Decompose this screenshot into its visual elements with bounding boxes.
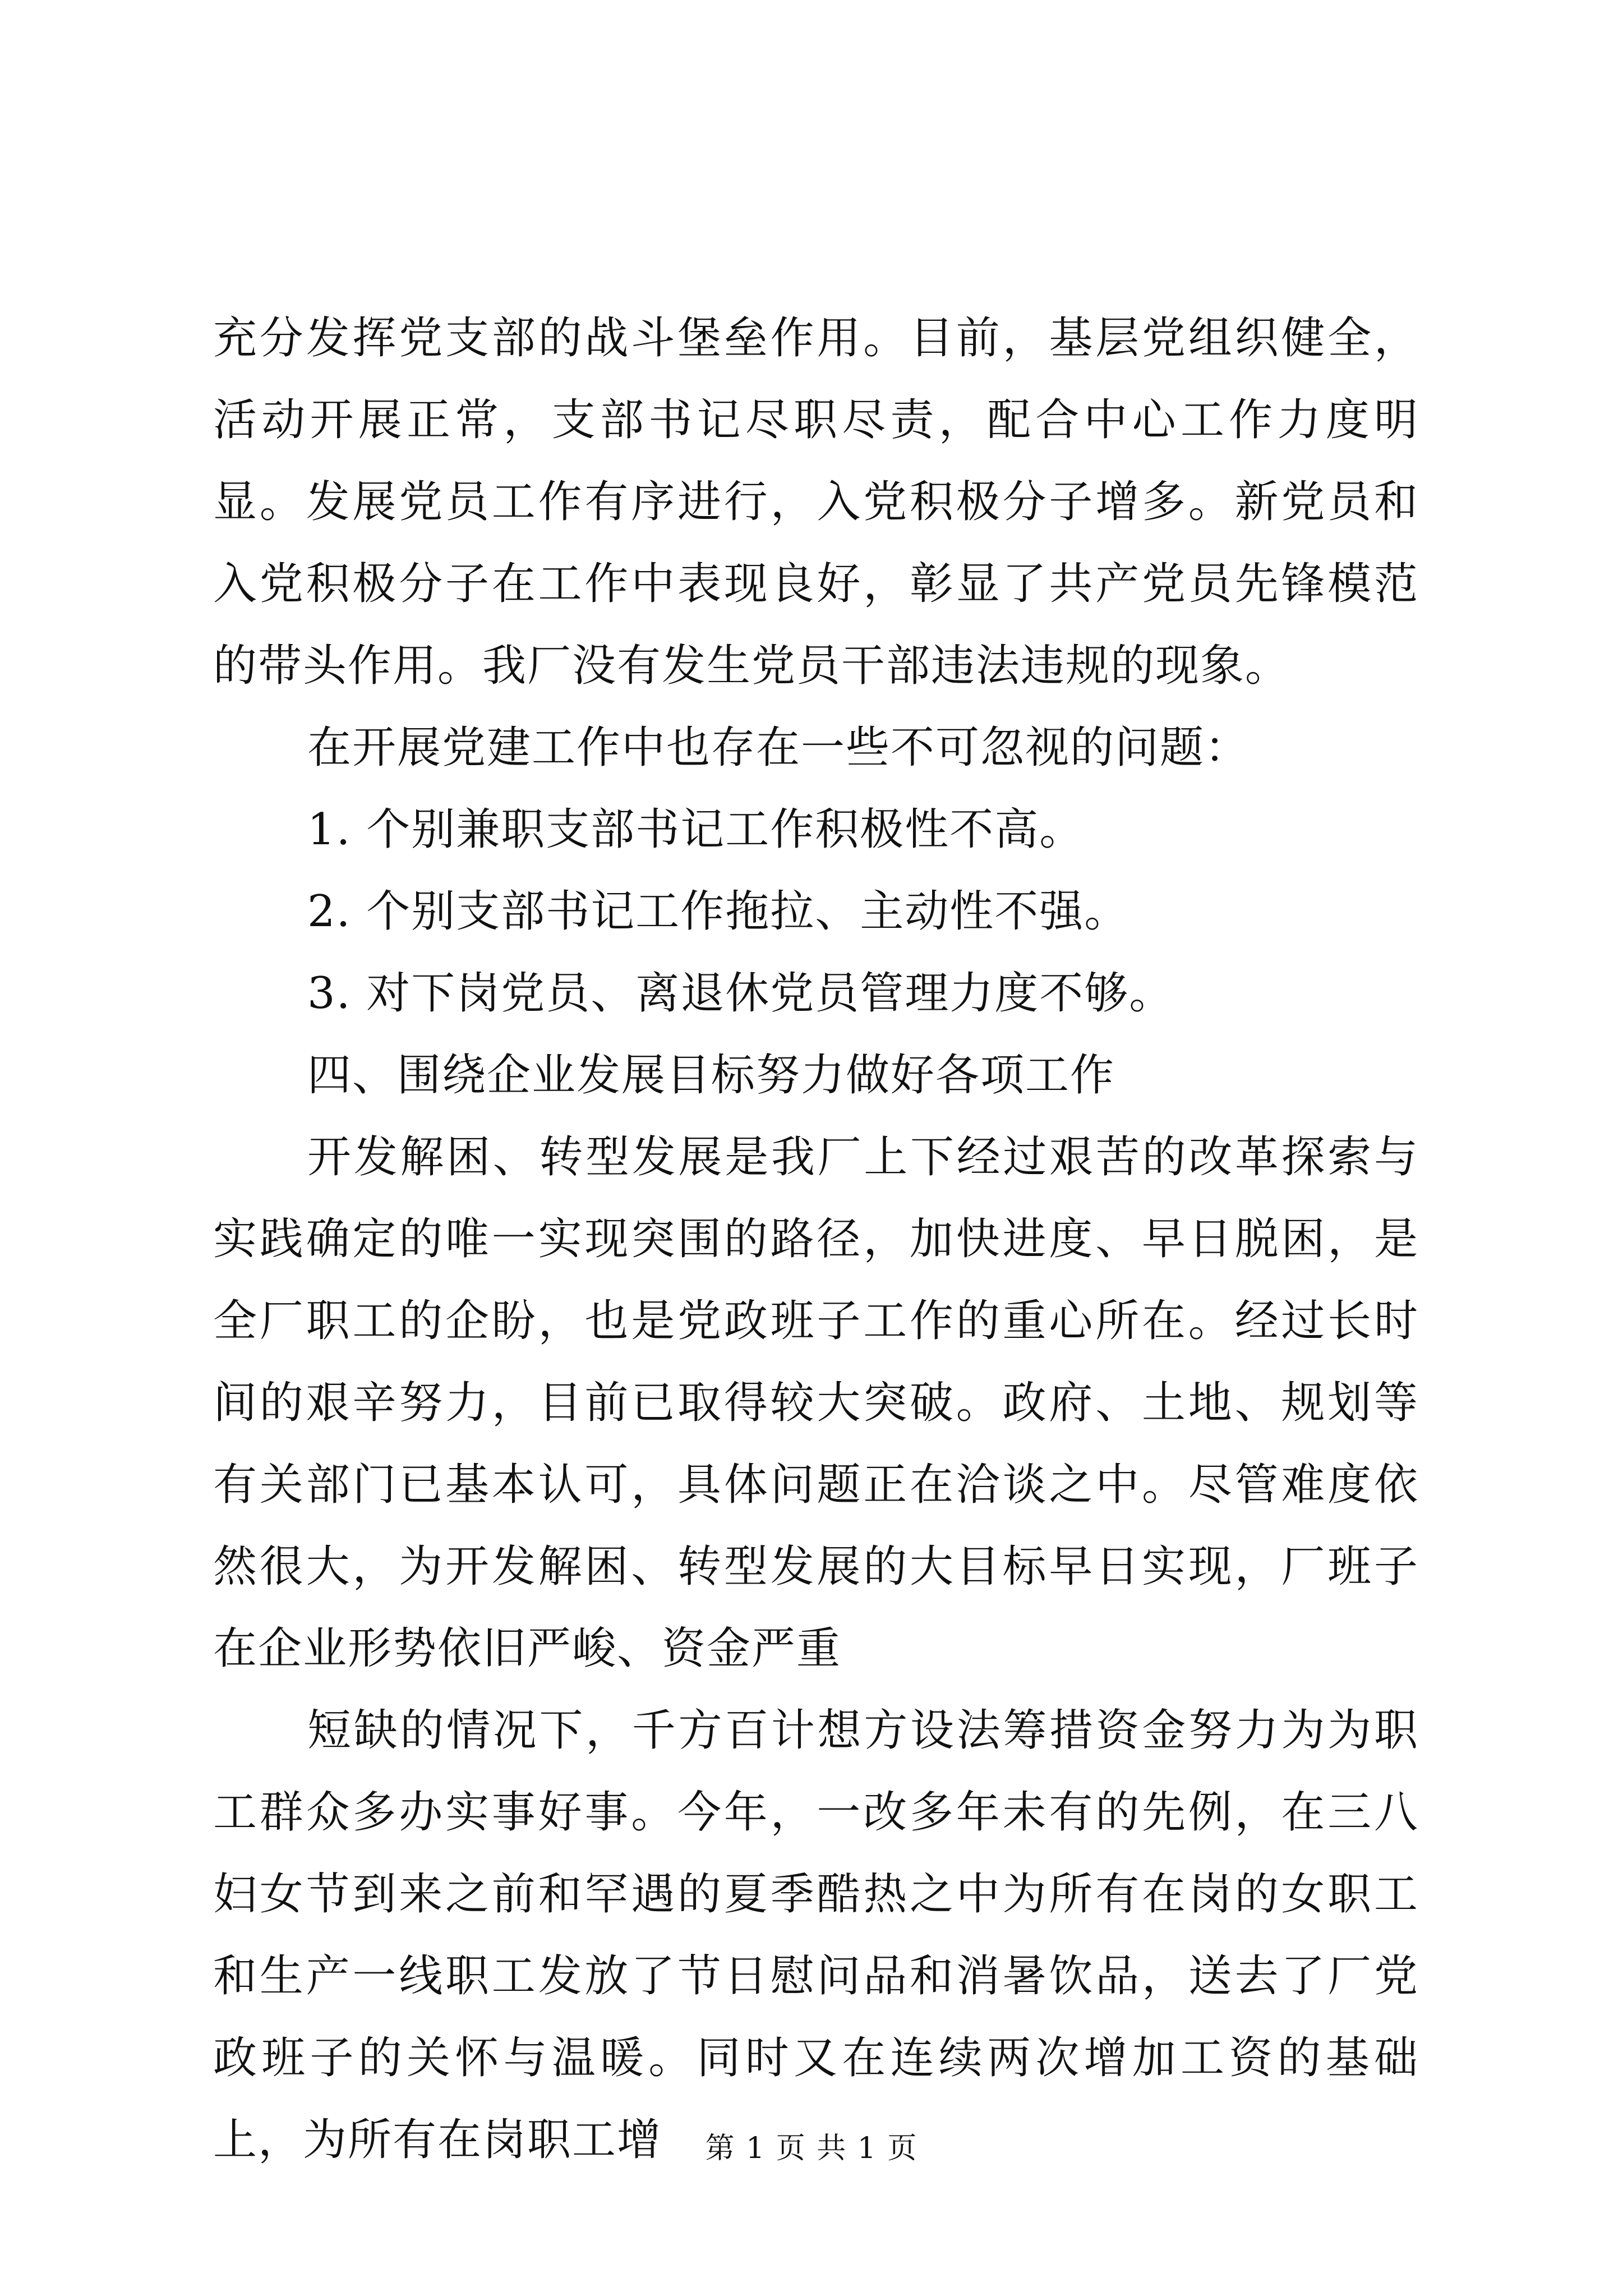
list-item-problem-1: 1. 个别兼职支部书记工作积极性不高。 — [307, 804, 1085, 855]
page-footer: 第 1 页 共 1 页 — [705, 2132, 918, 2165]
list-item-problem-3: 3. 对下岗党员、离退休党员管理力度不够。 — [307, 968, 1174, 1019]
paragraph-party-branch: 充分发挥党支部的战斗堡垒作用。目前，基层党组织健全，活动开展正常，支部书记尽职尽责，配合中心工作力度明显。发展党员工作有序进行，入党积极分子增多。新党员和入党积极分子在工作中表现良好，彰显了共产党员先锋模范的带头作用。我厂没有发生党员干部违法违规的现象。 — [213, 313, 1419, 691]
paragraph-development: 开发解困、转型发展是我厂上下经过艰苦的改革探索与实践确定的唯一实现突围的路径，加快进度、早日脱困，是全厂职工的企盼，也是党政班子工作的重心所在。经过长时间的艰辛努力，目前已取得较大突破。政府、土地、规划等有关部门已基本认可，具体问题正在洽谈之中。尽管难度依然很大，为开发解困、转型发展的大目标早日实现，厂班子在企业形势依旧严峻、资金严重 — [213, 1132, 1419, 1674]
section-heading-4: 四、围绕企业发展目标努力做好各项工作 — [307, 1050, 1115, 1101]
paragraph-problems-intro: 在开展党建工作中也存在一些不可忽视的问题： — [307, 723, 1250, 773]
paragraph-welfare: 短缺的情况下，千方百计想方设法筹措资金努力为为职工群众多办实事好事。今年，一改多年未有的先例，在三八妇女节到来之前和罕遇的夏季酷热之中为所有在岗的女职工和生产一线职工发放了节日慰问品和消暑饮品，送去了厂党政班子的关怀与温暖。同时又在连续两次增加工资的基础上，为所有在岗职工增 — [213, 1705, 1419, 2165]
document-body — [213, 297, 1419, 2181]
list-item-problem-2: 2. 个别支部书记工作拖拉、主动性不强。 — [307, 886, 1129, 937]
